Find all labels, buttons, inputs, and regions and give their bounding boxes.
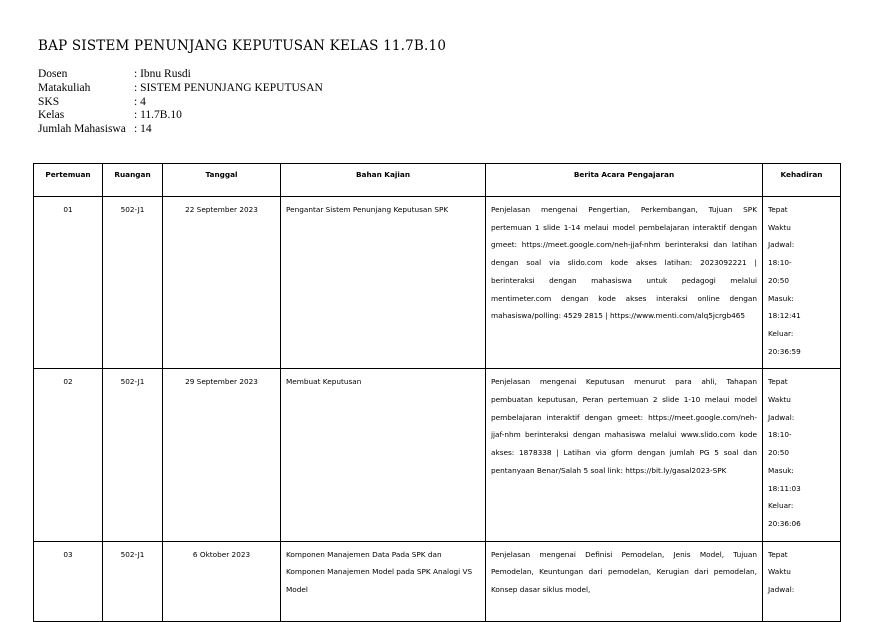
cell-tanggal: 22 September 2023 [163, 197, 281, 369]
cell-berita-acara: Penjelasan mengenai Pengertian, Perkembangan, Tujuan SPK pertemuan 1 slide 1-14 melaui model pembelajaran interaktif dengan gmeet: https://meet.google.com/neh-jjaf-nhm berinteraksi dan latihan dengan soal via slido.com kode akses latihan: 2023092221 | berinteraksi dengan mahasiswa untuk pedagogi melalui mentimeter.com dengan kode akses interaksi online dengan mahasiswa/polling: 4529 2815 | https://www.menti.com/alq5jcrgb465 [486, 197, 763, 369]
document-title: BAP SISTEM PENUNJANG KEPUTUSAN KELAS 11.7B.10 [38, 38, 447, 54]
table-row [34, 541, 841, 621]
kehadiran-line: Keluar: [768, 328, 794, 338]
cell-kehadiran [763, 541, 841, 621]
meta-value: : SISTEM PENUNJANG KEPUTUSAN [134, 81, 323, 94]
kehadiran-line: Masuk: [768, 465, 794, 475]
cell-berita-acara: Penjelasan mengenai Keputusan menurut para ahli, Tahapan pembuatan keputusan, Peran pertemuan 2 slide 1-10 melaui model pembelajaran interaktif dengan gmeet: https://meet.google.com/neh-jjaf-nhm berinteraksi dengan mahasiswa melalui www.slido.com kode akses: 1878338 | Latihan via gform dengan jumlah PG 5 soal dan pentanyaan Benar/Salah 5 soal link: https://bit.ly/gasal2023-SPK [486, 369, 763, 541]
cell-berita-acara: Penjelasan mengenai Definisi Pemodelan, Jenis Model, Tujuan Pemodelan, Keuntungan dari pemodelan, Kerugian dari pemodelan, Konsep dasar siklus model, [486, 541, 763, 621]
kehadiran-line: 18:10- [768, 430, 792, 440]
table-header-row [34, 164, 841, 197]
kehadiran-line: 18:12:41 [768, 311, 801, 321]
header-tanggal: Tanggal [163, 164, 281, 197]
kehadiran-line: 20:36:59 [768, 346, 801, 356]
header-kehadiran: Kehadiran [763, 164, 841, 197]
meta-label: Dosen [38, 68, 68, 80]
header-pertemuan: Pertemuan [34, 164, 103, 197]
meta-value: : 4 [134, 95, 146, 108]
header-ruangan: Ruangan [103, 164, 163, 197]
kehadiran-line: 20:50 [768, 448, 790, 458]
cell-pertemuan: 02 [34, 369, 103, 541]
cell-pertemuan: 01 [34, 197, 103, 369]
kehadiran-line: Waktu [768, 222, 791, 232]
kehadiran-line: 18:10- [768, 258, 792, 268]
bap-table [33, 163, 841, 622]
kehadiran-line: Masuk: [768, 293, 794, 303]
cell-ruangan: 502-J1 [103, 369, 163, 541]
cell-bahan-kajian: Pengantar Sistem Penunjang Keputusan SPK [281, 197, 486, 369]
kehadiran-line: Jadwal: [768, 585, 795, 595]
meta-row-jumlah-mahasiswa [38, 123, 323, 137]
meta-value: : 14 [134, 123, 152, 136]
meta-value: : 11.7B.10 [134, 109, 182, 122]
meta-label: SKS [38, 95, 60, 108]
kehadiran-line: Tepat [768, 549, 788, 559]
kehadiran-line: Jadwal: [768, 240, 795, 250]
cell-tanggal: 29 September 2023 [163, 369, 281, 541]
kehadiran-line: 20:50 [768, 275, 790, 285]
cell-bahan-kajian: Membuat Keputusan [281, 369, 486, 541]
meta-row-sks [38, 96, 323, 110]
meta-label: Jumlah Mahasiswa [38, 123, 126, 136]
kehadiran-line: Waktu [768, 395, 791, 405]
kehadiran-line: Tepat [768, 205, 788, 214]
cell-bahan-kajian: Komponen Manajemen Data Pada SPK dan Komponen Manajemen Model pada SPK Analogi VS Model [281, 541, 486, 621]
cell-pertemuan: 03 [34, 541, 103, 621]
kehadiran-line: Keluar: [768, 501, 794, 511]
kehadiran-line: Jadwal: [768, 412, 795, 422]
kehadiran-line: Waktu [768, 567, 791, 577]
cell-ruangan: 502-J1 [103, 541, 163, 621]
meta-row-matakuliah [38, 82, 323, 96]
table-row [34, 197, 841, 369]
cell-tanggal: 6 Oktober 2023 [163, 541, 281, 621]
table-row [34, 369, 841, 541]
cell-kehadiran [763, 197, 841, 369]
header-berita-acara: Berita Acara Pengajaran [486, 164, 763, 197]
course-info [38, 68, 323, 137]
kehadiran-line: Tepat [768, 377, 788, 387]
meta-value: : Ibnu Rusdi [134, 68, 191, 80]
cell-kehadiran [763, 369, 841, 541]
cell-ruangan: 502-J1 [103, 197, 163, 369]
meta-label: Kelas [38, 109, 65, 122]
header-bahan-kajian: Bahan Kajian [281, 164, 486, 197]
meta-row-kelas [38, 109, 323, 123]
meta-row-dosen [38, 68, 323, 82]
kehadiran-line: 18:11:03 [768, 483, 801, 493]
kehadiran-line: 20:36:06 [768, 518, 801, 528]
meta-label: Matakuliah [38, 81, 91, 94]
